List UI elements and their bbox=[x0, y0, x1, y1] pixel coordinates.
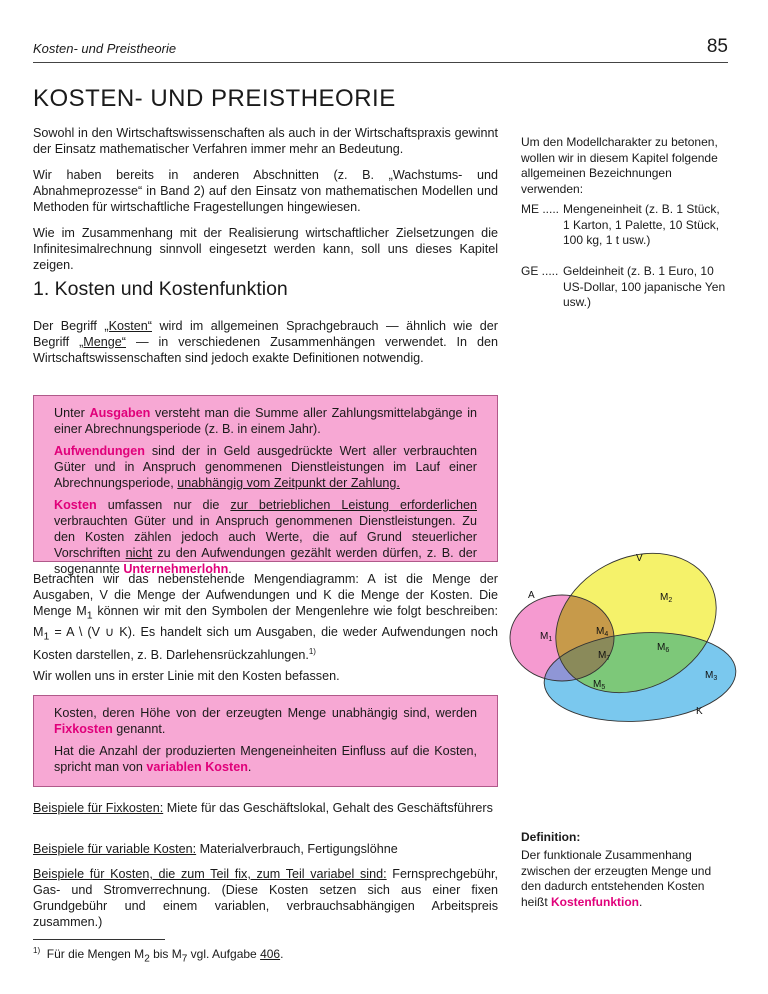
sidebar-me bbox=[521, 202, 726, 249]
label-M1: $M_1$ bbox=[540, 631, 553, 643]
header-rule bbox=[33, 62, 728, 63]
label-V: V bbox=[636, 553, 643, 564]
chapter-title: KOSTEN- UND PREISTHEORIE bbox=[33, 85, 396, 112]
term-aufwendungen: Aufwendungen bbox=[54, 444, 145, 458]
running-header-title: Kosten- und Preistheorie bbox=[33, 41, 177, 56]
sidebar-intro: Um den Modellcharakter zu betonen, wollen wir in diesem Kapitel folgende allgemeinen Bezeichnungen verwenden: bbox=[521, 135, 718, 196]
fix-variable-box bbox=[33, 695, 498, 787]
definitions-box bbox=[33, 395, 498, 576]
term-kosten-def: Kosten bbox=[54, 498, 97, 512]
def-variable-kosten: Hat die Anzahl der produzierten Mengeneinheiten Einfluss auf die Kosten, spricht man von variablen Kosten. bbox=[54, 744, 477, 774]
term-fixkosten: Fixkosten bbox=[54, 722, 113, 736]
term-variable-kosten: variablen Kosten bbox=[146, 760, 248, 774]
def-aufwendungen: Aufwendungen sind der in Geld ausgedrückte Wert aller verbrauchten Güter und in Anspruch genommenen Dienstleistungen im Lauf einer Abrechnungsperiode, unabhängig vom Zeitpunkt der Zahlung. bbox=[54, 444, 477, 490]
ge-text: Geldeinheit (z. B. 1 Euro, 10 US-Dollar, 100 japanische Yen usw.) bbox=[563, 264, 726, 309]
label-M4: $M_4$ bbox=[596, 626, 609, 638]
examples-fixkosten: Beispiele für Fixkosten: Miete für das Geschäftslokal, Gehalt des Geschäftsführers bbox=[33, 801, 493, 815]
section-paragraph: Der Begriff „Kosten“ wird im allgemeinen Sprachgebrauch — ähnlich wie der Begriff „Menge“ — in verschiedenen Zusammenhängen verwendet. In den Wirtschaftswissenschaften sind jedoch exakte Definitionen notwendig. bbox=[33, 319, 498, 365]
footnote-rule bbox=[33, 939, 165, 940]
sidebar-ge bbox=[521, 264, 726, 311]
examples-mixed: Beispiele für Kosten, die zum Teil fix, zum Teil variabel sind: Fernsprechgebühr, Gas- und Stromverrechnung. (Diese Kosten setzen sich aus einer fixen Grundgebühr und einem variablen, verbrauchsabhängigen Arbeitspreis zusammen.) bbox=[33, 867, 498, 929]
term-unternehmerlohn: Unternehmerlohn bbox=[123, 562, 229, 576]
term-kostenfunktion: Kostenfunktion bbox=[551, 894, 640, 909]
label-M7: $M_7$ bbox=[598, 650, 611, 662]
term-ausgaben: Ausgaben bbox=[89, 406, 151, 420]
ge-key: GE ..... bbox=[521, 264, 559, 278]
page-number: 85 bbox=[706, 36, 728, 57]
label-M5: $M_5$ bbox=[593, 679, 606, 691]
intro-paragraph-2: Wir haben bereits in anderen Abschnitten (z. B. „Wachstums- und Abnahmeprozesse“ in Band 2) auf den Einsatz von mathematischen Modellen und Methoden für wirtschaftliche Fragestellungen hingewiesen. bbox=[33, 168, 498, 214]
intro-paragraph-3: Wie im Zusammenhang mit der Realisierung wirtschaftlicher Zielsetzungen die Infinitesimalrechnung sinnvoll eingesetzt werden kann, soll uns dieses Kapitel zeigen. bbox=[33, 226, 498, 272]
me-key: ME ..... bbox=[521, 202, 560, 216]
kosten-focus-paragraph: Wir wollen uns in erster Linie mit den Kosten befassen. bbox=[33, 669, 340, 683]
label-M2: $M_2$ bbox=[660, 592, 673, 604]
examples-variable: Beispiele für variable Kosten: Materialverbrauch, Fertigungslöhne bbox=[33, 842, 398, 856]
def-ausgaben: Unter Ausgaben versteht man die Summe aller Zahlungsmittelabgänge in einer Abrechnungsperiode (z. B. in einem Jahr). bbox=[54, 406, 478, 436]
footnote: $^{1)}$ Für die Mengen $M_2$ bis $M_7$ vgl. Aufgabe 406. bbox=[33, 946, 284, 965]
intro-paragraph-1: Sowohl in den Wirtschaftswissenschaften als auch in der Wirtschaftspraxis gewinnt der Einsatz mathematischer Verfahren immer mehr an Bedeutung. bbox=[33, 126, 498, 156]
section-heading: 1. Kosten und Kostenfunktion bbox=[33, 278, 288, 300]
definition-text: Der funktionale Zusammenhang zwischen der erzeugten Menge und den dadurch entstehenden Kosten heißt Kostenfunktion. bbox=[521, 848, 712, 909]
label-K: K bbox=[696, 706, 703, 717]
footnote-ref: 1) bbox=[308, 647, 316, 657]
term-kosten: „Kosten“ bbox=[104, 319, 152, 333]
def-kosten: Kosten umfassen nur die zur betrieblichen Leistung erforderlichen verbrauchten Güter und in Anspruch genommenen Dienstleistungen. Zu den Kosten zählen jedoch auch Werte, die auf Grund steuerlicher Vorschriften nicht zu den Aufwendungen gezählt werden dürfen, z. B. der sogenannte Unternehmerlohn. bbox=[54, 498, 477, 576]
term-menge: „Menge“ bbox=[79, 335, 127, 349]
label-M6: $M_6$ bbox=[657, 642, 670, 654]
venn-diagram bbox=[500, 540, 768, 740]
venn-paragraph: Betrachten wir das nebenstehende Mengendiagramm: A ist die Menge der Ausgaben, V die Menge der Aufwendungen und K die Menge der Kosten. Die Menge $M_1$ können wir mit den Symbolen der Mengenlehre wie folgt beschreiben: $M_1 = A$ \ (V ∪ K). Es handelt sich um Ausgaben, die weder Aufwendungen noch Kosten darstellen, z. B. Darlehensrückzahlungen.$^{1)}$ bbox=[33, 572, 498, 663]
definition-heading: Definition: bbox=[521, 830, 581, 844]
me-text: Mengeneinheit (z. B. 1 Stück, 1 Karton, 1 Palette, 10 Stück, 100 kg, 1 t usw.) bbox=[563, 202, 720, 247]
def-fixkosten: Kosten, deren Höhe von der erzeugten Menge unabhängig sind, werden Fixkosten genannt. bbox=[54, 706, 477, 736]
label-A: A bbox=[528, 590, 535, 601]
label-M3: $M_3$ bbox=[705, 670, 718, 682]
